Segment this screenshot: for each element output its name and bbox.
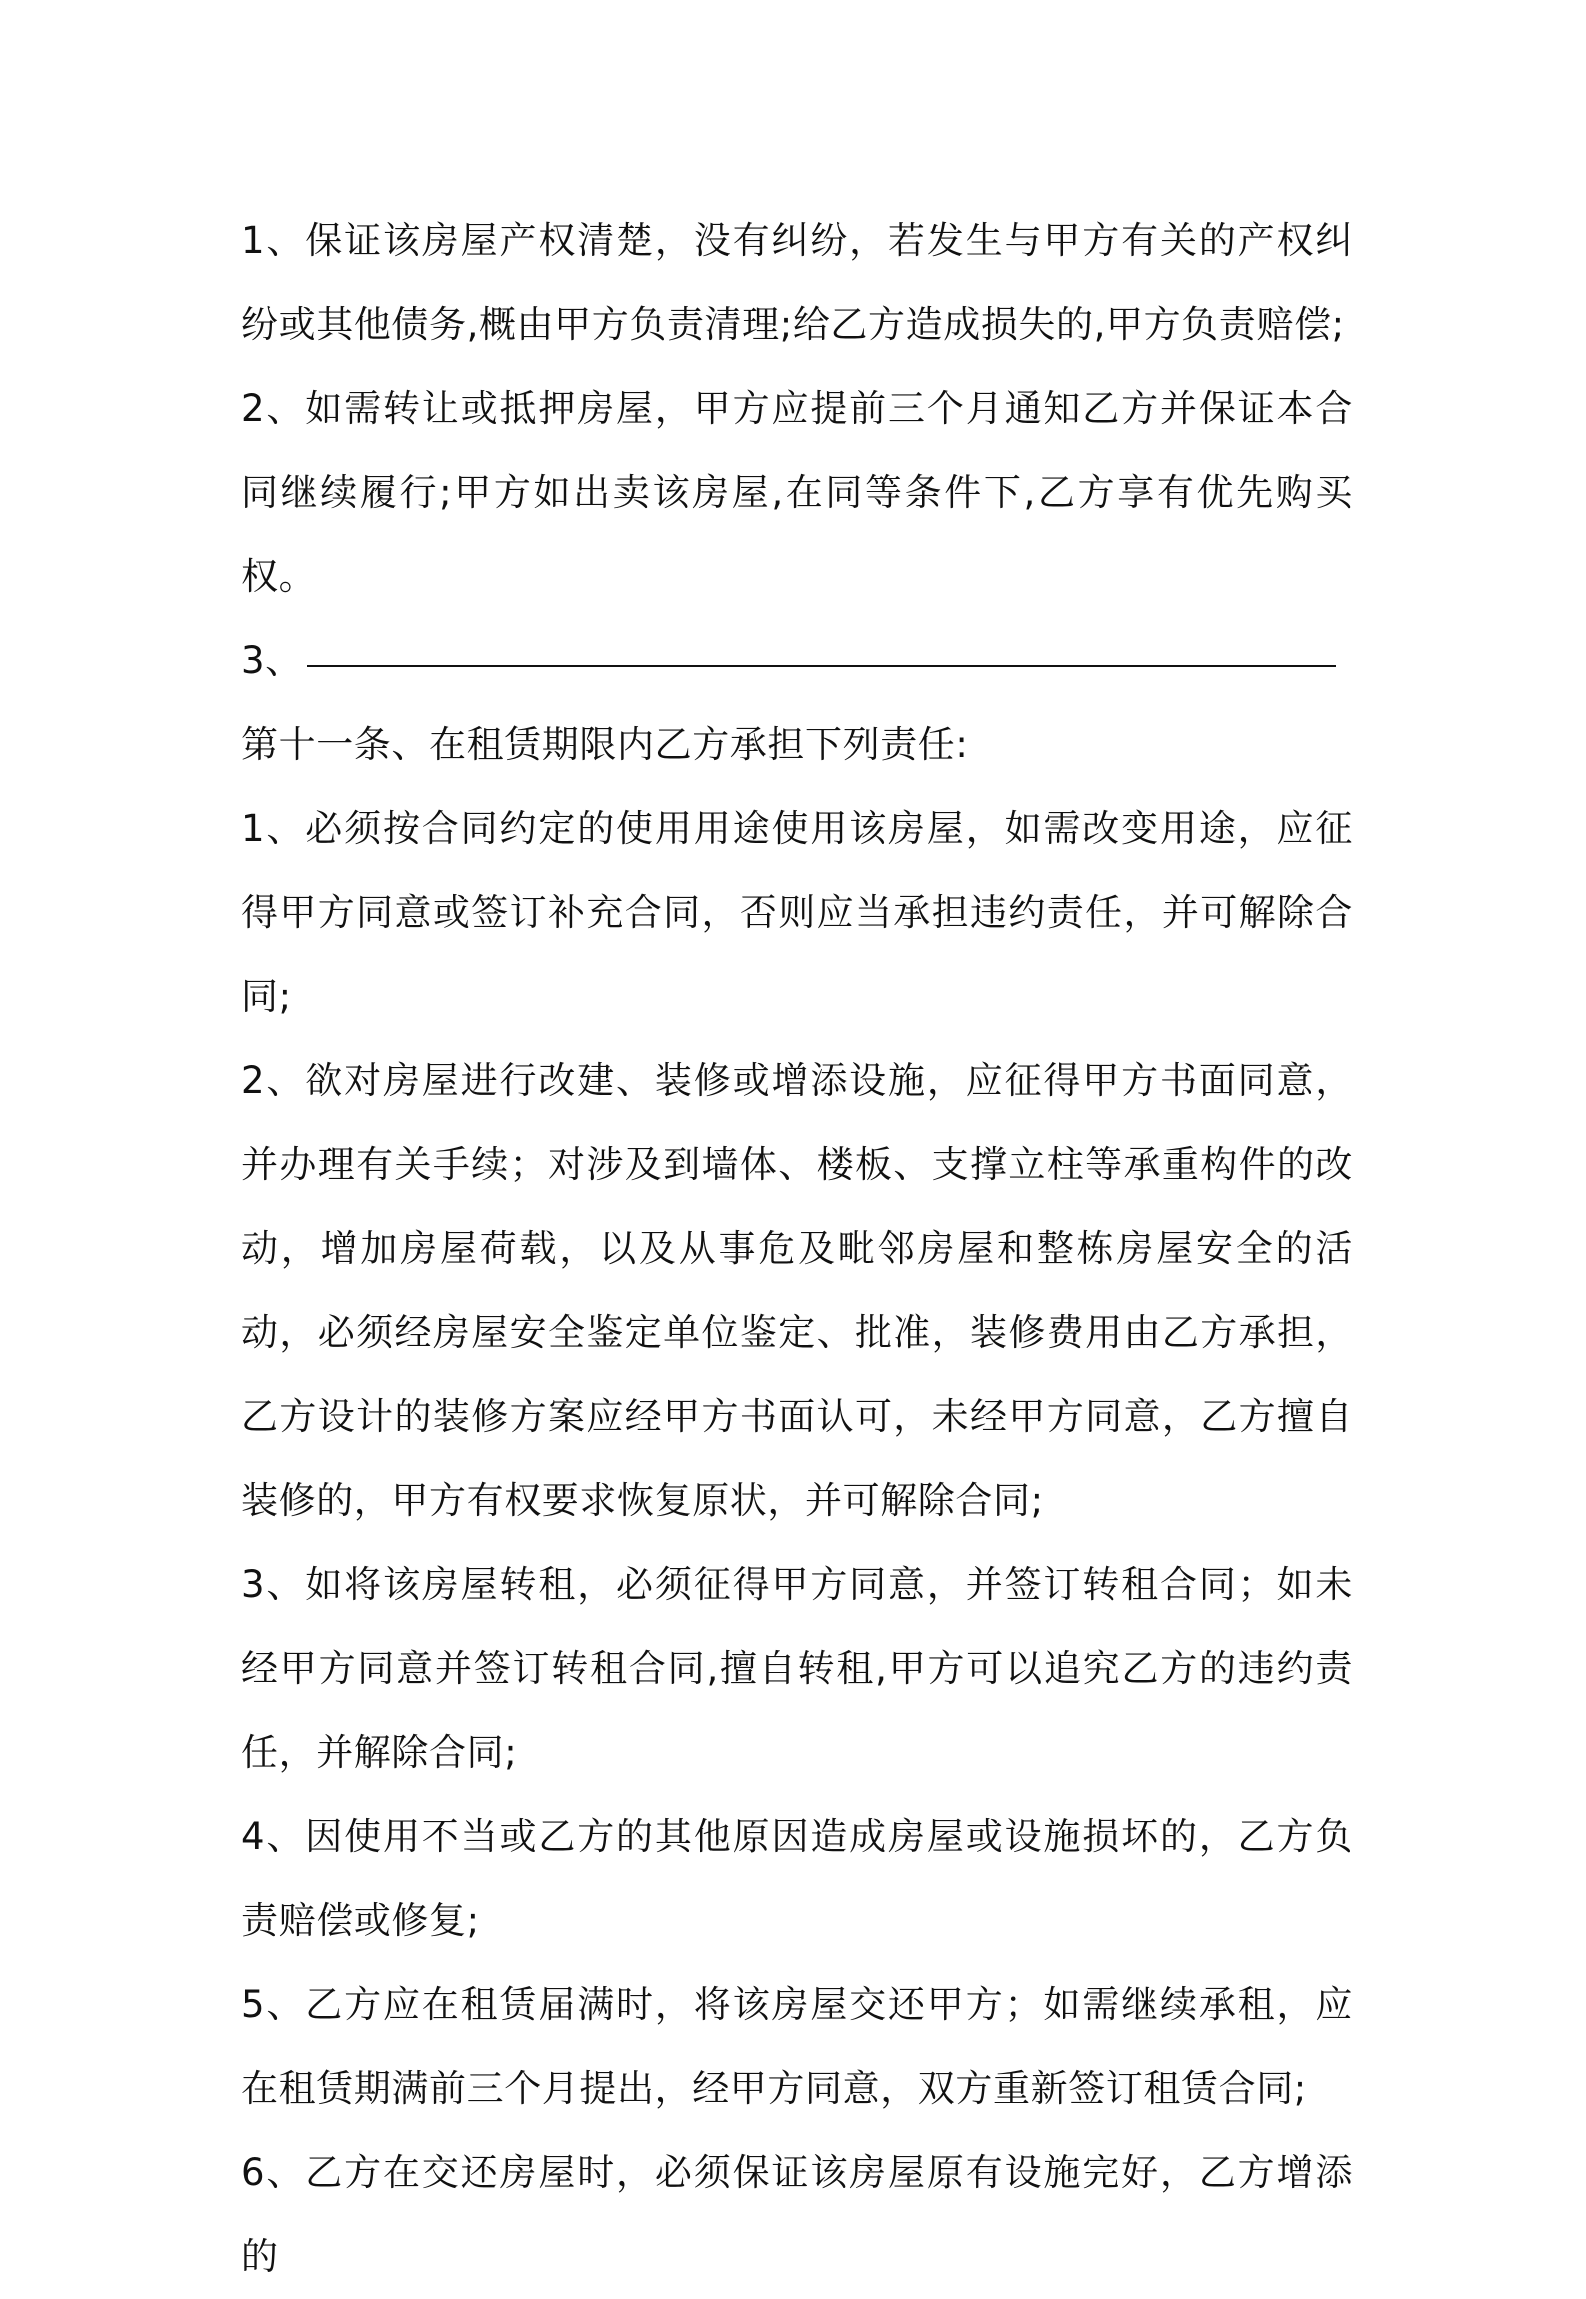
document-body <box>241 199 1353 2299</box>
paragraph-tenant-duty-6: 6、乙方在交还房屋时，必须保证该房屋原有设施完好，乙方增添的 <box>241 2151 1353 2278</box>
blank-item-number: 3、 <box>241 639 303 682</box>
article-eleven-heading: 第十一条、在租赁期限内乙方承担下列责任: <box>241 723 969 766</box>
paragraph-tenant-duty-5: 5、乙方应在租赁届满时，将该房屋交还甲方；如需继续承租，应在租赁期满前三个月提出，经甲方同意，双方重新签订租赁合同; <box>241 1983 1353 2110</box>
paragraph-landlord-duty-2: 2、如需转让或抵押房屋，甲方应提前三个月通知乙方并保证本合同继续履行;甲方如出卖该房屋,在同等条件下,乙方享有优先购买权。 <box>241 387 1353 598</box>
paragraph-tenant-duty-2: 2、欲对房屋进行改建、装修或增添设施，应征得甲方书面同意，并办理有关手续；对涉及到墙体、楼板、支撑立柱等承重构件的改动，增加房屋荷载，以及从事危及毗邻房屋和整栋房屋安全的活动，必须经房屋安全鉴定单位鉴定、批准，装修费用由乙方承担，乙方设计的装修方案应经甲方书面认可，未经甲方同意，乙方擅自装修的，甲方有权要求恢复原状，并可解除合同; <box>241 1059 1353 1522</box>
paragraph-landlord-duty-1: 1、保证该房屋产权清楚，没有纠纷，若发生与甲方有关的产权纠纷或其他债务,概由甲方负责清理;给乙方造成损失的,甲方负责赔偿; <box>241 219 1353 346</box>
paragraph-landlord-duty-3-blank <box>241 619 1336 703</box>
paragraph-tenant-duty-1: 1、必须按合同约定的使用用途使用该房屋，如需改变用途，应征得甲方同意或签订补充合同，否则应当承担违约责任，并可解除合同; <box>241 807 1353 1018</box>
fill-in-underline <box>307 665 1336 667</box>
paragraph-tenant-duty-4: 4、因使用不当或乙方的其他原因造成房屋或设施损坏的，乙方负责赔偿或修复; <box>241 1815 1353 1942</box>
paragraph-tenant-duty-3: 3、如将该房屋转租，必须征得甲方同意，并签订转租合同；如未经甲方同意并签订转租合同,擅自转租,甲方可以追究乙方的违约责任，并解除合同; <box>241 1563 1353 1774</box>
